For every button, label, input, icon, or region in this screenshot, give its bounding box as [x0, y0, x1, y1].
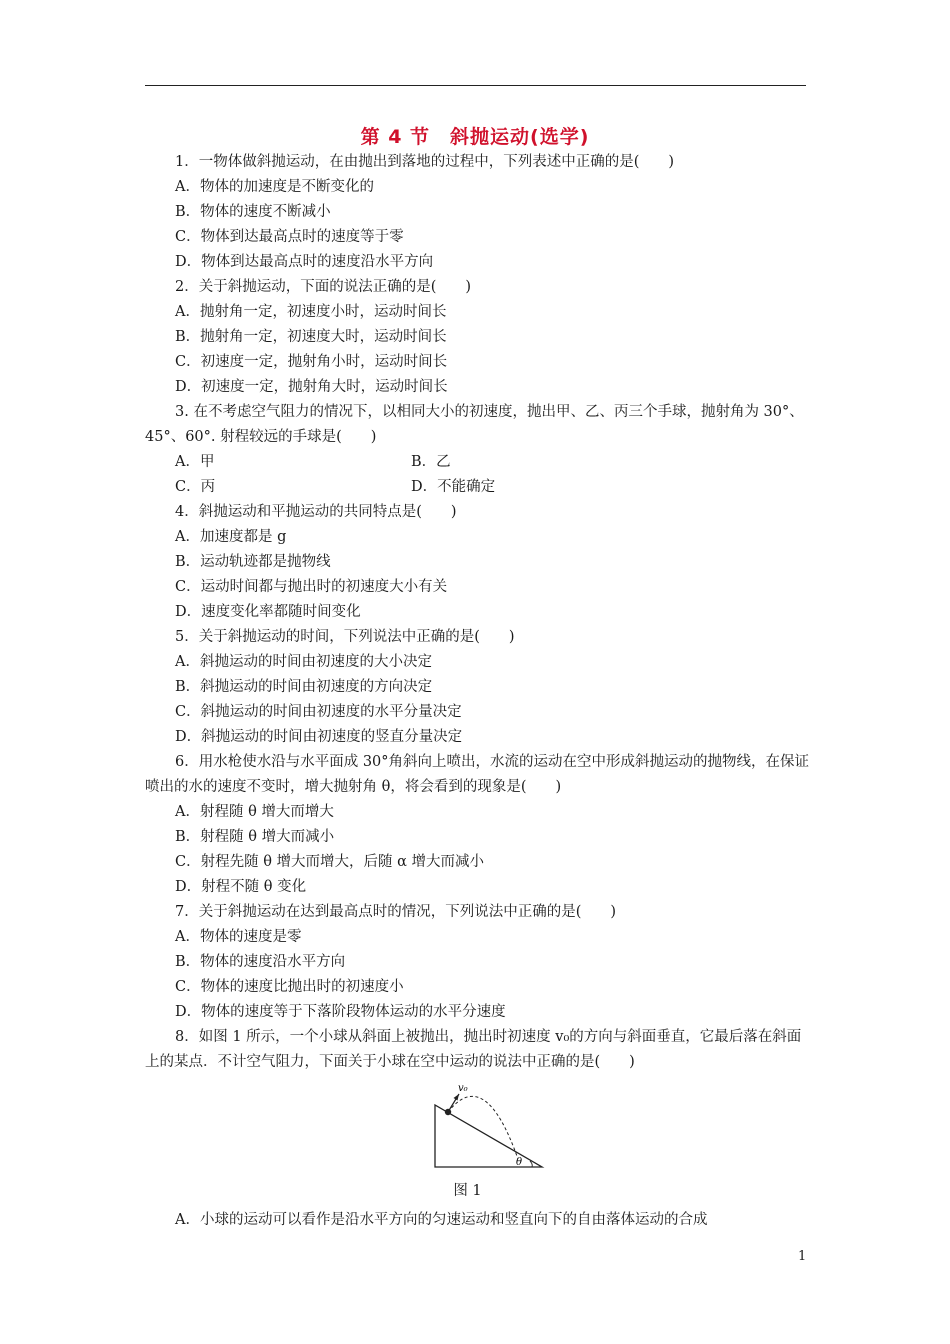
option: D．不能确定 [411, 479, 496, 495]
theta-label: θ [516, 1157, 523, 1168]
option: B．物体的速度沿水平方向 [175, 954, 346, 970]
option: C．运动时间都与抛出时的初速度大小有关 [175, 579, 448, 595]
option: D．射程不随 θ 变化 [175, 879, 307, 895]
option-row [145, 475, 810, 500]
trajectory-curve [448, 1096, 518, 1159]
page-number: 1 [798, 1249, 807, 1264]
option: C．初速度一定，抛射角小时，运动时间长 [175, 354, 448, 370]
option-row [145, 450, 810, 475]
option: B．运动轨迹都是抛物线 [175, 554, 331, 570]
incline-diagram [430, 1077, 550, 1171]
option: C．丙 [175, 479, 216, 495]
option: A．物体的加速度是不断变化的 [175, 179, 374, 195]
question-stem: 2．关于斜抛运动，下面的说法正确的是( ) [175, 279, 472, 295]
option: B．物体的速度不断减小 [175, 204, 331, 220]
option: C．射程先随 θ 增大而增大，后随 α 增大而减小 [175, 854, 485, 870]
ball [445, 1109, 451, 1115]
question-stem: 4．斜抛运动和平抛运动的共同特点是( ) [175, 504, 457, 520]
option: C．物体的速度比抛出时的初速度小 [175, 979, 404, 995]
question-stem: 5．关于斜抛运动的时间，下列说法中正确的是( ) [175, 629, 515, 645]
figure-incline [145, 1075, 810, 1173]
option: A．抛射角一定，初速度小时，运动时间长 [175, 304, 447, 320]
header-rule [145, 85, 806, 86]
option: D．物体的速度等于下落阶段物体运动的水平分速度 [175, 1004, 506, 1020]
question-stem: 3. 在不考虑空气阻力的情况下，以相同大小的初速度，抛出甲、乙、丙三个手球，抛射角为 30°、45°、60°. 射程较远的手球是( ) [145, 404, 804, 445]
option: C．物体到达最高点时的速度等于零 [175, 229, 404, 245]
option: D．速度变化率都随时间变化 [175, 604, 361, 620]
option: B．斜抛运动的时间由初速度的方向决定 [175, 679, 433, 695]
option: A．斜抛运动的时间由初速度的大小决定 [175, 654, 432, 670]
question-stem: 1．一物体做斜抛运动，在由抛出到落地的过程中，下列表述中正确的是( ) [175, 154, 675, 170]
incline-triangle [435, 1105, 542, 1167]
option: B．射程随 θ 增大而减小 [175, 829, 335, 845]
option: A．物体的速度是零 [175, 929, 302, 945]
option: D．斜抛运动的时间由初速度的竖直分量决定 [175, 729, 463, 745]
option: A．射程随 θ 增大而增大 [175, 804, 334, 820]
option: B．抛射角一定，初速度大时，运动时间长 [175, 329, 447, 345]
option: A．小球的运动可以看作是沿水平方向的匀速运动和竖直向下的自由落体运动的合成 [175, 1212, 708, 1228]
option: D．初速度一定，抛射角大时，运动时间长 [175, 379, 448, 395]
figure-caption: 图 1 [453, 1183, 482, 1199]
option: A．甲 [175, 454, 215, 470]
question-list [145, 150, 810, 1233]
v0-label: v₀ [458, 1083, 468, 1094]
page-title: 第 4 节 斜抛运动(选学) [360, 126, 590, 148]
option: D．物体到达最高点时的速度沿水平方向 [175, 254, 434, 270]
option: A．加速度都是 g [175, 529, 287, 545]
question-stem: 6．用水枪使水沿与水平面成 30°角斜向上喷出，水流的运动在空中形成斜抛运动的抛物线，在保证喷出的水的速度不变时，增大抛射角 θ，将会看到的现象是( ) [145, 754, 810, 795]
arrow-head [454, 1094, 460, 1101]
option: B．乙 [411, 454, 451, 470]
question-stem: 8．如图 1 所示，一个小球从斜面上被抛出，抛出时初速度 v₀的方向与斜面垂直，它最后落在斜面上的某点．不计空气阻力，下面关于小球在空中运动的说法中正确的是( ) [145, 1029, 802, 1070]
question-stem: 7．关于斜抛运动在达到最高点时的情况，下列说法中正确的是( ) [175, 904, 617, 920]
option: C．斜抛运动的时间由初速度的水平分量决定 [175, 704, 462, 720]
